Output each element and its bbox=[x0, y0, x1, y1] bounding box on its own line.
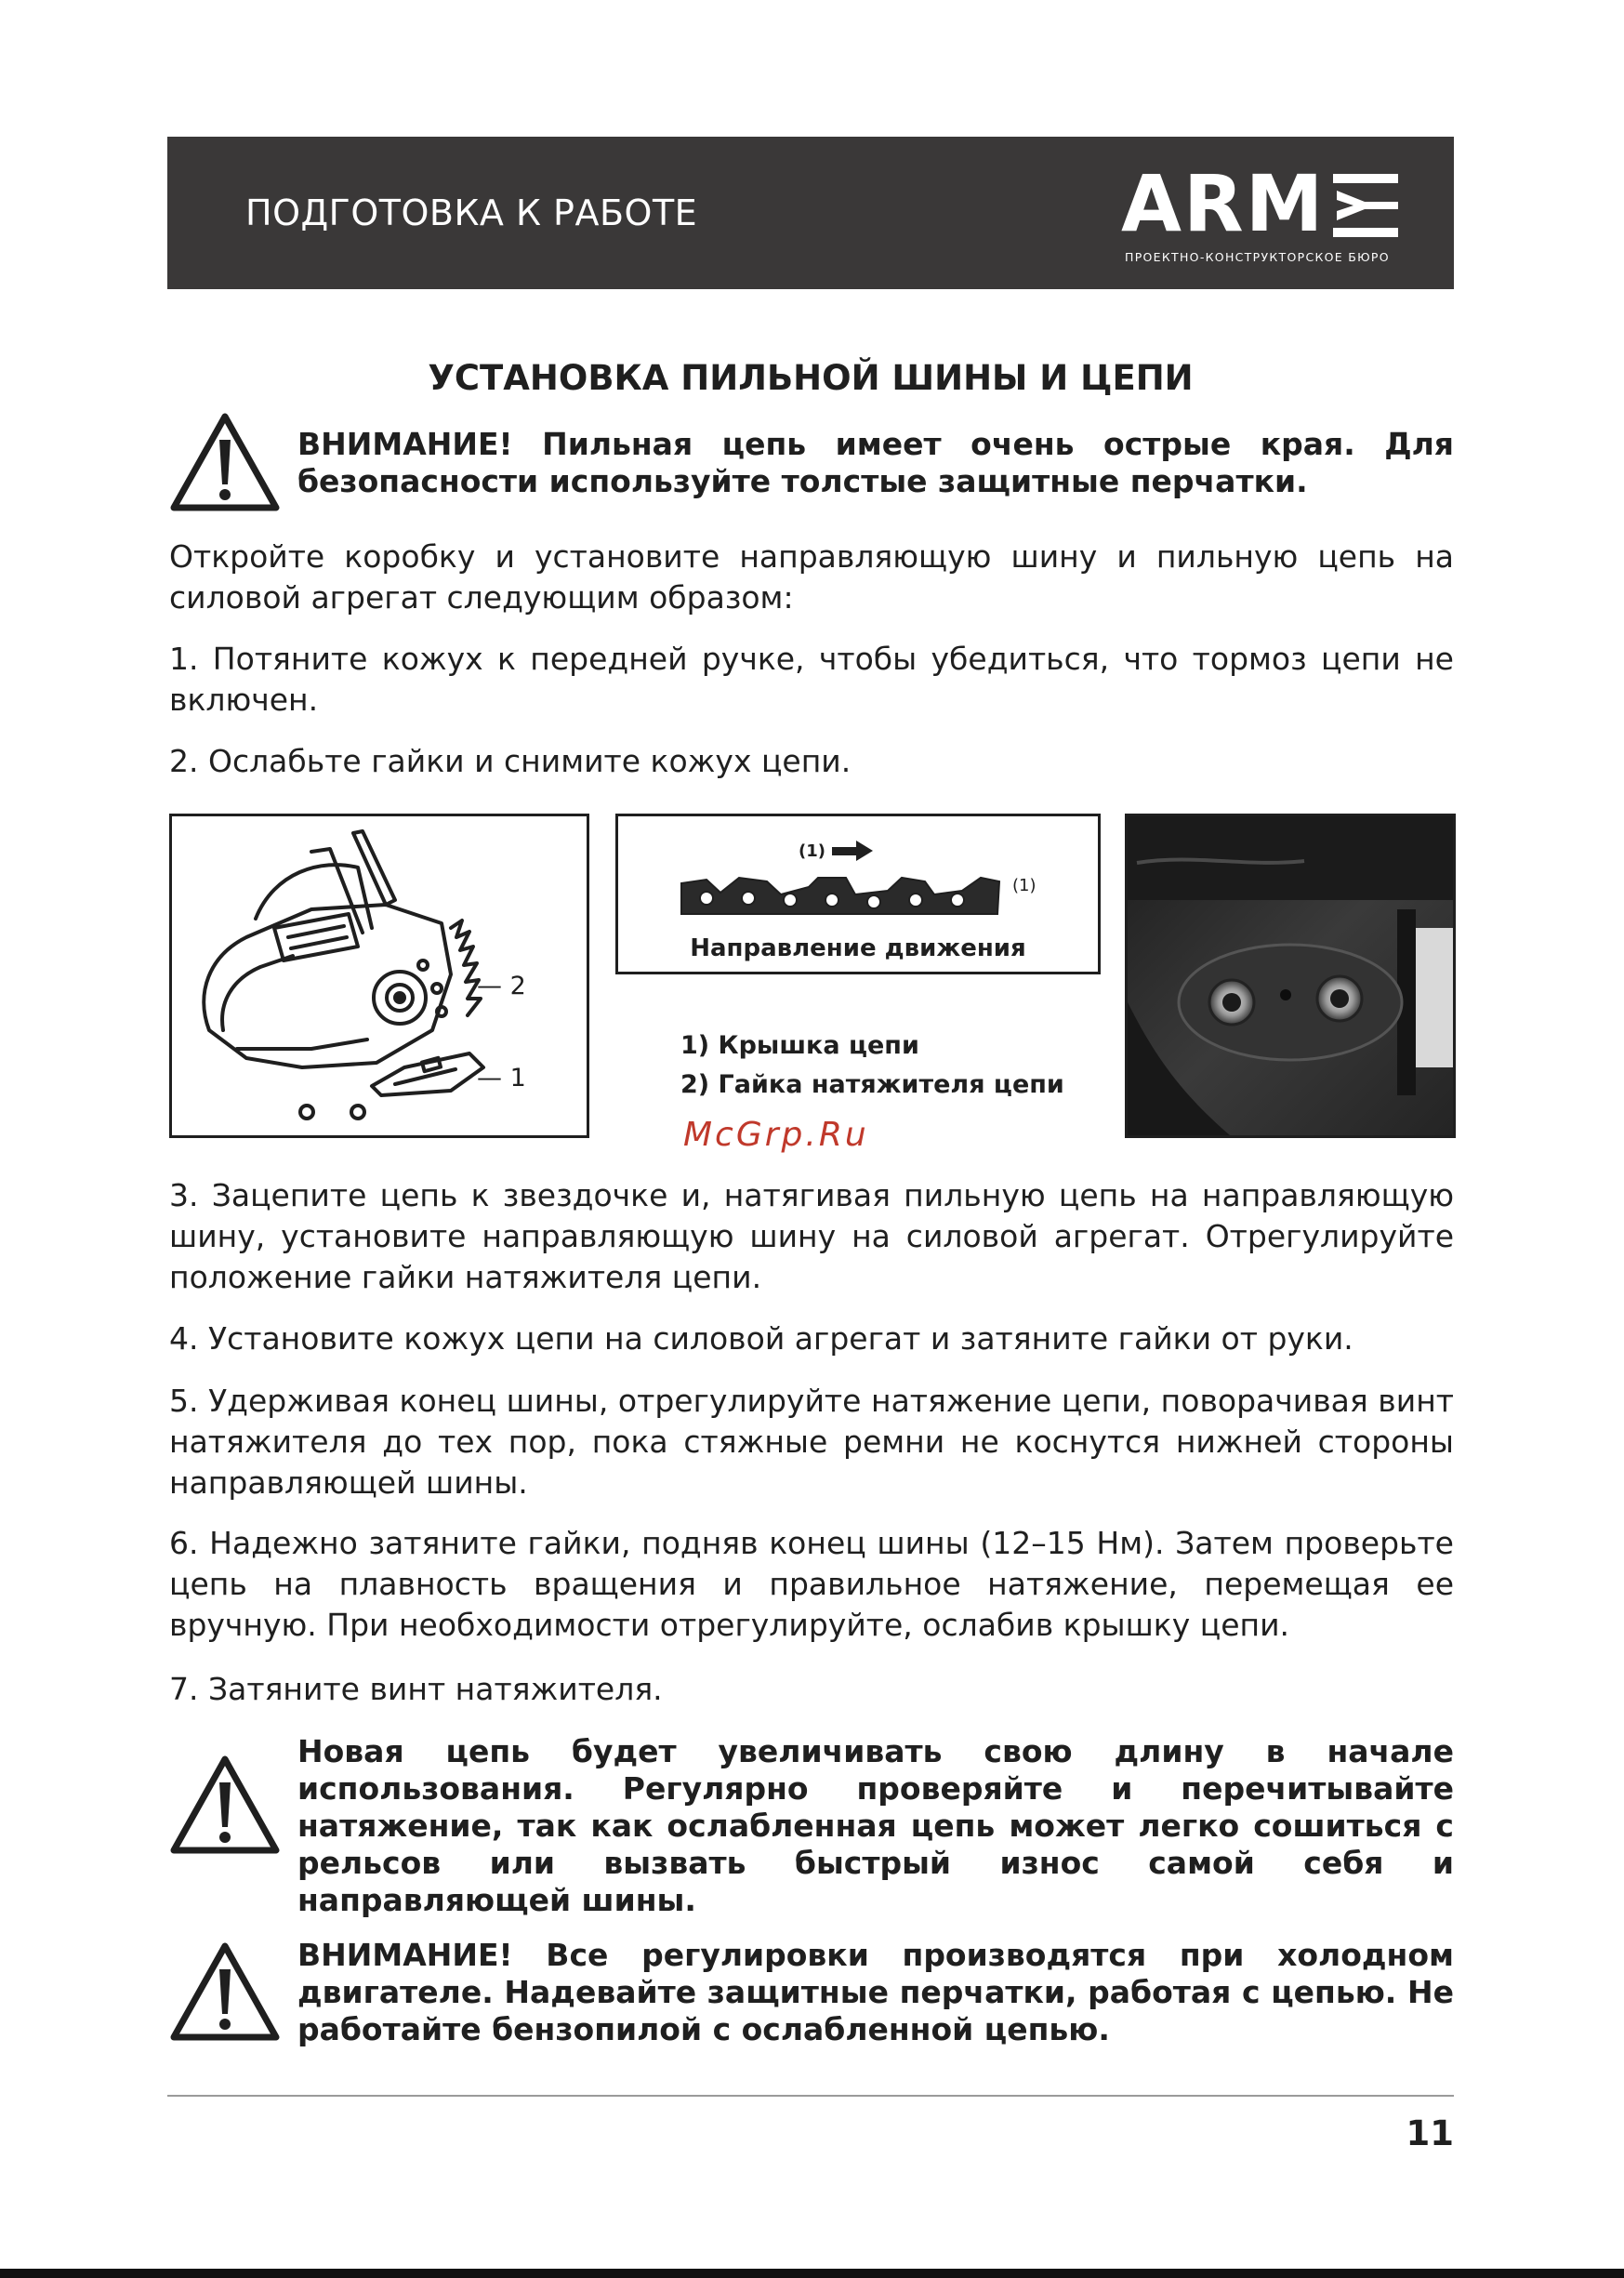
step-4: 4. Установите кожух цепи на силовой агрегат и затяните гайки от руки. bbox=[169, 1320, 1353, 1357]
watermark: McGrp.Ru bbox=[683, 1116, 869, 1154]
saw-chain-icon bbox=[681, 878, 999, 914]
logo-wordmark: ARM bbox=[1121, 158, 1326, 249]
page-header bbox=[167, 137, 1454, 289]
arm-logo bbox=[1121, 158, 1400, 267]
chain-caption: Направление движения bbox=[690, 934, 1026, 962]
warning-sharp-chain: ВНИМАНИЕ! Пильная цепь имеет очень острые края. Для безопасности используйте толстые защитные перчатки. bbox=[297, 426, 1454, 499]
step-3: 3. Зацепите цепь к звездочке и, натягивая пильную цепь на направляющую шину, установите направляющую шину на силовой агрегат. Отрегулируйте положение гайки натяжителя цепи. bbox=[169, 1177, 1454, 1295]
direction-arrow-icon bbox=[832, 841, 873, 861]
warning-chain-stretch: Новая цепь будет увеличивать свою длину в начале использования. Регулярно проверяйте и перечитывайте натяжение, так как ослабленная цепь может легко сошиться с рельсов или вызвать быстрый износ самой себя и направляющей шины. bbox=[297, 1733, 1454, 1918]
warning-triangle-icon bbox=[169, 1755, 281, 1855]
step-7: 7. Затяните винт натяжителя. bbox=[169, 1671, 663, 1707]
chain-side-label: (1) bbox=[1012, 876, 1036, 895]
intro-paragraph: Откройте коробку и установите направляющую шину и пильную цепь на силовой агрегат следующим образом: bbox=[169, 538, 1454, 616]
warning-triangle-icon bbox=[169, 1941, 281, 2042]
step-2: 2. Ослабьте гайки и снимите кожух цепи. bbox=[169, 743, 852, 779]
chainsaw-diagram bbox=[169, 814, 589, 1138]
chain-cover-photo bbox=[1125, 814, 1456, 1138]
chain-direction-diagram bbox=[615, 814, 1101, 974]
bottom-edge-band bbox=[0, 2269, 1624, 2278]
chainsaw-illustration bbox=[172, 816, 587, 1135]
legend-item-chain-cover: 1) Крышка цепи bbox=[680, 1031, 919, 1060]
step-6: 6. Надежно затяните гайки, подняв конец шины (12–15 Нм). Затем проверьте цепь на плавность вращения и правильное натяжение, перемещая ее вручную. При необходимости отрегулируйте, ослабив крышку цепи. bbox=[169, 1525, 1454, 1643]
callout-2-label: — 2 bbox=[477, 972, 526, 1000]
logo-subtitle: ПРОЕКТНО-КОНСТРУКТОРСКОЕ БЮРО bbox=[1125, 250, 1390, 264]
chain-cover-photo-image bbox=[1128, 816, 1453, 1135]
step-1: 1. Потяните кожух к передней ручке, чтобы убедиться, что тормоз цепи не включен. bbox=[169, 641, 1454, 718]
legend-item-tensioner-nut: 2) Гайка натяжителя цепи bbox=[680, 1070, 1064, 1099]
warning-triangle-icon bbox=[169, 412, 281, 512]
footer-divider bbox=[167, 2095, 1454, 2097]
logo-arrow-icon bbox=[1333, 174, 1398, 237]
chain-direction-illustration bbox=[618, 816, 1098, 972]
page-number: 11 bbox=[1406, 2113, 1454, 2153]
chain-arrow-label: (1) bbox=[799, 841, 825, 861]
callout-1-label: — 1 bbox=[477, 1064, 526, 1093]
step-5: 5. Удерживая конец шины, отрегулируйте натяжение цепи, поворачивая винт натяжителя до тех пор, пока стяжные ремни не коснутся нижней стороны направляющей шины. bbox=[169, 1383, 1454, 1501]
header-section-title: ПОДГОТОВКА К РАБОТЕ bbox=[245, 192, 698, 233]
warning-cold-engine: ВНИМАНИЕ! Все регулировки производятся при холодном двигателе. Надевайте защитные перчатки, работая с цепью. Не работайте бензопилой с ослабленной цепью. bbox=[297, 1937, 1454, 2047]
section-title: УСТАНОВКА ПИЛЬНОЙ ШИНЫ И ЦЕПИ bbox=[428, 358, 1194, 398]
figure-legend bbox=[680, 1026, 1064, 1105]
